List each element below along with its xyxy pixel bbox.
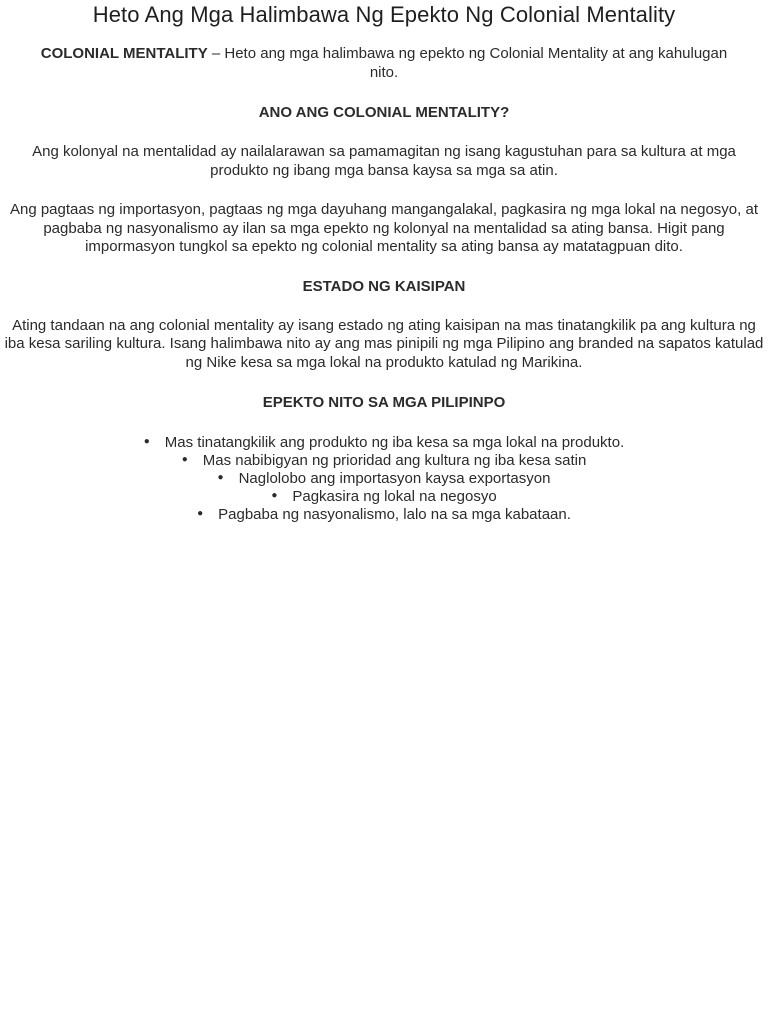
document-title: Heto Ang Mga Halimbawa Ng Epekto Ng Colonial Mentality bbox=[92, 2, 676, 27]
list-item bbox=[0, 470, 768, 488]
list-item bbox=[0, 434, 768, 452]
effects-overview-paragraph: Ang pagtaas ng importasyon, pagtaas ng mga dayuhang mangangalakal, pagkasira ng mga lokal na negosyo, at pagbaba ng nasyonalismo ay ilan sa mga epekto ng kolonyal na mentalidad sa ating bansa. Higit pang impormasyon tungkol sa epekto ng colonial mentality sa ating bansa ay matatagpuan dito. bbox=[9, 201, 758, 255]
state-of-mind-paragraph: Ating tandaan na ang colonial mentality ay isang estado ng ating kaisipan na mas tinatangkilik pa ang kultura ng iba kesa sariling kultura. Isang halimbawa nito ay ang mas pinipili ng mga Pilipino ang branded na sapatos katulad ng Nike kesa sa mga lokal na produkto katulad ng Marikina. bbox=[4, 316, 764, 371]
list-item-text: Mas nabibigyan ng prioridad ang kultura ng iba kesa satin bbox=[202, 452, 587, 470]
list-item-text: Mas tinatangkilik ang produkto ng iba kesa sa mga lokal na produkto. bbox=[164, 434, 625, 451]
list-item bbox=[0, 488, 768, 506]
bullet-icon: ● bbox=[271, 490, 278, 502]
list-item-text: Pagkasira ng lokal na negosyo bbox=[292, 488, 497, 506]
bullet-icon: ● bbox=[197, 508, 204, 520]
bullet-icon: ● bbox=[143, 436, 150, 448]
intro-paragraph bbox=[0, 45, 768, 82]
list-item-text: Naglolobo ang importasyon kaysa exportasyon bbox=[238, 470, 551, 488]
section-heading-what-is: ANO ANG COLONIAL MENTALITY? bbox=[258, 104, 510, 121]
section-heading-state-of-mind: ESTADO NG KAISIPAN bbox=[302, 277, 466, 295]
effects-list bbox=[0, 434, 768, 524]
section-heading-effects: EPEKTO NITO SA MGA PILIPINPO bbox=[262, 394, 506, 411]
list-item bbox=[0, 506, 768, 524]
definition-paragraph: Ang kolonyal na mentalidad ay nailalarawan sa pamamagitan ng isang kagustuhan para sa kultura at mga produkto ng ibang mga bansa kaysa sa mga sa atin. bbox=[32, 143, 736, 179]
list-item bbox=[0, 452, 768, 470]
list-item-text: Pagbaba ng nasyonalismo, lalo na sa mga kabataan. bbox=[218, 506, 571, 524]
intro-bold-term: COLONIAL MENTALITY bbox=[40, 45, 208, 62]
bullet-icon: ● bbox=[181, 454, 188, 466]
bullet-icon: ● bbox=[217, 472, 224, 484]
intro-text: – Heto ang mga halimbawa ng epekto ng Colonial Mentality at ang kahulugan nito. bbox=[207, 45, 728, 81]
